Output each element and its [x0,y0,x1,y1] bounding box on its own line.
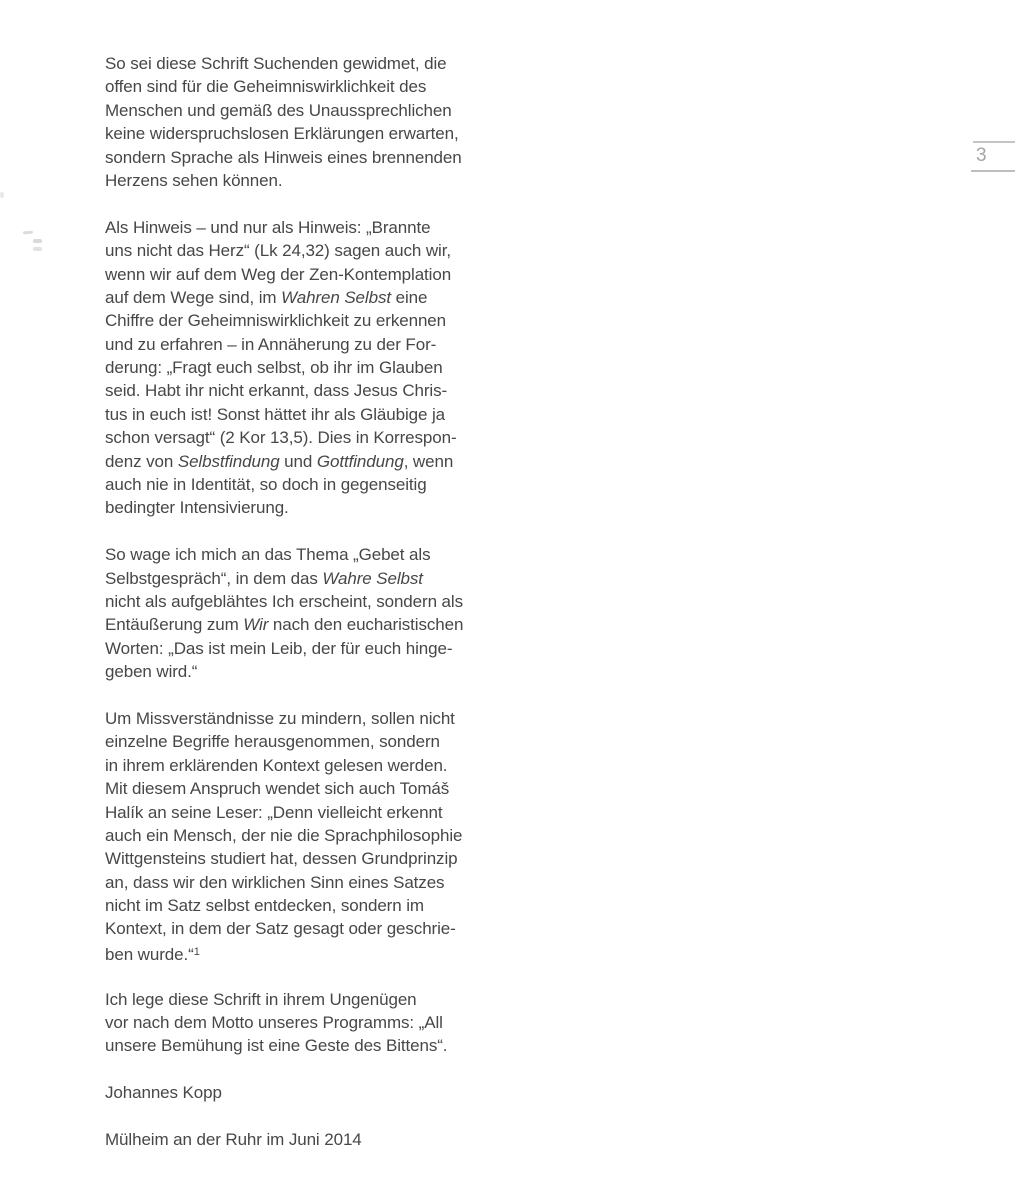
text-segment: nach den eucharistischen [268,615,464,635]
text-line [105,777,525,800]
text-line [105,567,525,590]
text-segment: denz von [105,451,178,471]
text-line [105,660,525,683]
paragraph-author [105,1081,525,1104]
text-line [105,379,525,402]
text-line [105,333,525,356]
text-segment: So sei diese Schrift Suchenden gewidmet, die [105,54,447,73]
italic-text: Wir [243,615,269,635]
paragraph-missverstaendnisse [105,707,525,964]
text-line [105,99,525,122]
text-line [105,1081,525,1104]
text-segment: Johannes Kopp [105,1083,222,1103]
page-number-rule-top [973,141,1015,143]
text-segment: Herzens sehen können. [105,170,283,190]
text-segment: wenn wir auf dem Weg der Zen-Kontemplation [105,264,452,284]
text-segment: auf dem Wege sind, im [105,287,282,307]
text-segment: Mit diesem Anspruch wendet sich auch Tomáš [105,779,450,799]
text-segment: unsere Bemühung ist eine Geste des Bittens“. [105,1036,448,1056]
text-line [105,1128,525,1151]
italic-text: Wahren Selbst [281,287,391,307]
text-segment: offen sind für die Geheimniswirklichkeit des [105,77,427,97]
text-line [105,847,525,870]
text-segment: Als Hinweis – und nur als Hinweis: „Brannte [105,217,431,237]
text-line [105,637,525,660]
text-line [105,169,525,192]
text-segment: sondern Sprache als Hinweis eines brennenden [105,147,462,167]
text-line [105,730,525,753]
text-line [105,146,525,169]
text-segment: derung: „Fragt euch selbst, ob ihr im Glauben [105,358,443,378]
text-segment: Kontext, in dem der Satz gesagt oder geschrie- [105,919,456,939]
text-segment: seid. Habt ihr nicht erkannt, dass Jesus Chris- [105,381,448,401]
text-line [105,52,525,75]
text-segment: auch nie in Identität, so doch in gegenseitig [105,475,427,495]
text-segment: nicht als aufgeblähtes Ich erscheint, sondern als [105,591,463,611]
text-line [105,707,525,730]
text-segment: einzelne Begriffe herausgenommen, sondern [105,732,440,752]
text-line [105,1011,525,1034]
text-line [105,1034,525,1057]
text-line [105,75,525,98]
text-segment: in ihrem erklärenden Kontext gelesen werden. [105,755,448,775]
text-segment: an, dass wir den wirklichen Sinn eines Satzes [105,872,445,892]
text-line [105,122,525,145]
text-segment: vor nach dem Motto unseres Programms: „All [105,1013,443,1033]
text-segment: Menschen und gemäß des Unaussprechlichen [105,100,452,120]
text-segment: Mülheim an der Ruhr im Juni 2014 [105,1129,362,1149]
text-segment: auch ein Mensch, der nie die Sprachphilosophie [105,825,463,845]
paragraph-dedication [105,52,525,192]
scan-artifact [0,192,4,198]
text-line [105,613,525,636]
text-segment: und [279,451,317,471]
text-segment: Worten: „Das ist mein Leib, der für euch hinge- [105,638,453,658]
text-segment: Selbstgespräch“, in dem das [105,568,323,588]
scan-artifact [33,239,42,243]
text-segment: ben wurde.“ [105,944,194,964]
text-segment: und zu erfahren – in Annäherung zu der For- [105,334,437,354]
italic-text: Wahre Selbst [322,568,423,588]
text-line [105,894,525,917]
text-line [105,426,525,449]
text-segment: Entäußerung zum [105,615,244,635]
text-line [105,871,525,894]
text-line [105,590,525,613]
text-line [105,988,525,1011]
text-line [105,403,525,426]
text-segment: Halík an seine Leser: „Denn vielleicht erkennt [105,802,443,822]
page-number-rule-bottom [971,170,1015,172]
text-line [105,473,525,496]
text-segment: geben wird.“ [105,662,198,682]
text-line [105,543,525,566]
text-line [105,450,525,473]
text-line [105,309,525,332]
text-segment: Wittgensteins studiert hat, dessen Grundprinzip [105,849,458,869]
text-segment: Um Missverständnisse zu mindern, sollen nicht [105,708,455,728]
text-line [105,941,525,964]
text-segment: bedingter Intensivierung. [105,498,289,518]
paragraph-thema [105,543,525,683]
text-line [105,496,525,519]
text-segment: So wage ich mich an das Thema „Gebet als [105,545,431,565]
footnote-marker: 1 [193,945,200,958]
text-line [105,356,525,379]
scan-artifact [23,231,33,235]
italic-text: Selbstfindung [177,451,280,471]
page-number: 3 [976,145,987,166]
text-line [105,824,525,847]
paragraph-hinweis [105,216,525,520]
text-line [105,239,525,262]
text-segment: Ich lege diese Schrift in ihrem Ungenügen [105,989,417,1009]
text-column [105,52,525,1175]
paragraph-schluss [105,988,525,1058]
scan-artifact [33,247,42,251]
text-segment: nicht im Satz selbst entdecken, sondern im [105,896,424,916]
text-segment: eine [390,287,428,307]
text-line [105,754,525,777]
text-line [105,286,525,309]
text-line [105,216,525,239]
paragraph-place-date [105,1128,525,1151]
text-segment: tus in euch ist! Sonst hättet ihr als Gläubige ja [105,404,446,424]
text-line [105,801,525,824]
text-segment: schon versagt“ (2 Kor 13,5). Dies in Korrespon- [105,428,457,448]
text-segment: keine widerspruchslosen Erklärungen erwarten, [105,124,459,144]
italic-text: Gottfindung [316,451,404,471]
text-segment: uns nicht das Herz“ (Lk 24,32) sagen auch wir, [105,241,451,261]
text-segment: , wenn [403,451,454,471]
text-segment: Chiffre der Geheimniswirklichkeit zu erkennen [105,311,447,331]
text-line [105,917,525,940]
text-line [105,263,525,286]
